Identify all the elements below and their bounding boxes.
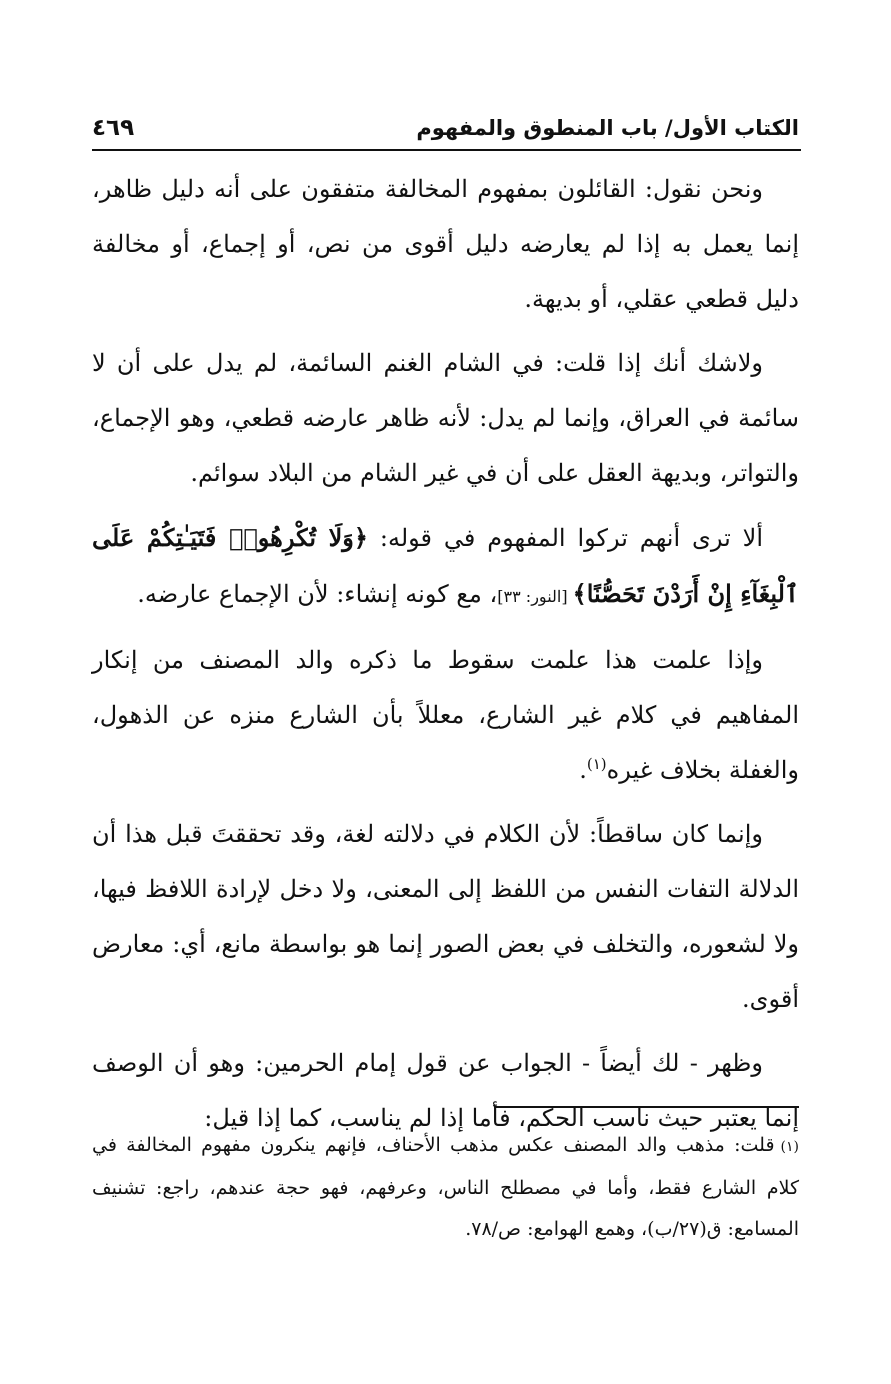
paragraph-4 [92,633,799,798]
quran-verse: وَلَا تُكْرِهُوا۟ فَتَيَـٰتِكُمْ عَلَى ٱلْبِغَآءِ إِنْ أَرَدْنَ تَحَصُّنًا [92,523,799,608]
running-header [92,100,799,144]
footnote-number: (١) [780,1139,799,1155]
footnote-divider [494,1106,799,1108]
footnote-marker[interactable]: (١) [586,755,607,773]
quran-close-brace: ﴾ [572,579,587,608]
paragraph-6-text: وظهر - لك أيضاً - الجواب عن قول إمام الحرمين: وهو أن الوصف إنما يعتبر حيث ناسب الحكم، فأما إذا لم يناسب، كما إذا قيل: [92,1049,799,1132]
header-divider [92,149,801,151]
footnotes [92,1125,799,1250]
footnote-text: قلت: مذهب والد المصنف عكس مذهب الأحناف، فإنهم ينكرون مفهوم المخالفة في كلام الشارع فقط، وأما في مصطلح الناس، وعرفهم، فهو حجة عندهم، راجع: تشنيف المسامع: ق(٢٧/ب)، وهمع الهوامع: ص/٧٨. [92,1134,799,1240]
paragraph-4-tail: . [579,756,587,784]
paragraph-5-text: وإنما كان ساقطاً: لأن الكلام في دلالته لغة، وقد تحققتَ قبل هذا أن الدلالة التفات النفس من اللفظ إلى المعنى، ولا دخل لإرادة اللافظ فيها، ولا لشعوره، والتخلف في بعض الصور إنما هو بواسطة مانع، أي: معارض أقوى. [92,820,799,1013]
paragraph-4-text: وإذا علمت هذا علمت سقوط ما ذكره والد المصنف من إنكار المفاهيم في كلام غير الشارع، معللاً بأن الشارع منزه عن الذهول، والغفلة بخلاف غيره [92,646,799,784]
paragraph-5 [92,807,799,1027]
footnote-1 [92,1125,799,1250]
paragraph-1-text: ونحن نقول: القائلون بمفهوم المخالفة متفقون على أنه دليل ظاهر، إنما يعمل به إذا لم يعارضه دليل أقوى من نص، أو إجماع، أو مخالفة دليل قطعي عقلي، أو بديهة. [92,175,799,313]
paragraph-2 [92,336,799,501]
main-text [92,162,799,1155]
paragraph-1 [92,162,799,327]
paragraph-3-tail: ، مع كونه إنشاء: لأن الإجماع عارضه. [137,580,498,608]
paragraph-2-text: ولاشك أنك إذا قلت: في الشام الغنم السائمة، لم يدل على أن لا سائمة في العراق، وإنما لم يدل: لأنه ظاهر عارضه قطعي، وهو الإجماع، والتواتر، وبديهة العقل على أن في غير الشام من البلاد سوائم. [92,349,799,487]
paragraph-3-lead: ألا ترى أنهم تركوا المفهوم في قوله: [367,524,763,552]
page-number: ٤٦٩ [92,115,135,141]
quran-open-brace: ﴿ [353,523,368,552]
verse-citation: [النور: ٣٣] [497,587,573,606]
running-header-title: الكتاب الأول/ باب المنطوق والمفهوم [416,116,799,140]
paragraph-3 [92,510,799,624]
